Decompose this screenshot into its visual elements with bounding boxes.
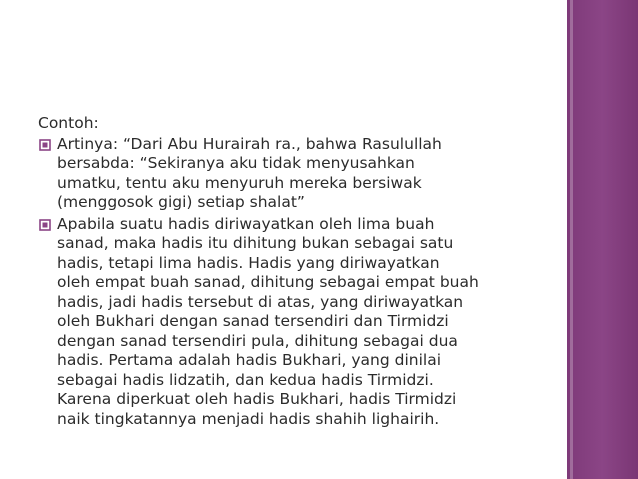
bullet-text: Apabila suatu hadis diriwayatkan oleh lima buah sanad, maka hadis itu dihitung bukan sebagai satu hadis, tetapi lima hadis. Hadis yang diriwayatkan oleh empat buah sanad, dihitung sebagai empat buah hadis, jadi hadis tersebut di atas, yang diriwayatkan oleh Bukhari dengan sanad tersendiri dan Tirmidzi dengan sanad tersendiri pula, dihitung sebagai dua hadis. Pertama adalah hadis Bukhari, yang dinilai sebagai hadis lidzatih, dan kedua hadis Tirmidzi. Karena diperkuat oleh hadis Bukhari, hadis Tirmidzi naik tingkatannya menjadi hadis shahih lighairih. [57,214,479,428]
bullet-marker-icon [38,217,52,233]
bullet-item-2 [38,215,558,430]
slide-content [38,114,558,431]
bar-stripe [570,0,573,479]
bullet-item-1 [38,135,558,213]
right-decorative-bar [567,0,638,479]
bullet-marker-icon [38,137,52,153]
bullet-text: Artinya: “Dari Abu Hurairah ra., bahwa Rasulullah bersabda: “Sekiranya aku tidak menyusahkan umatku, tentu aku menyuruh mereka bersiwak (menggosok gigi) setiap shalat” [57,134,442,211]
slide-heading: Contoh: [38,114,99,132]
